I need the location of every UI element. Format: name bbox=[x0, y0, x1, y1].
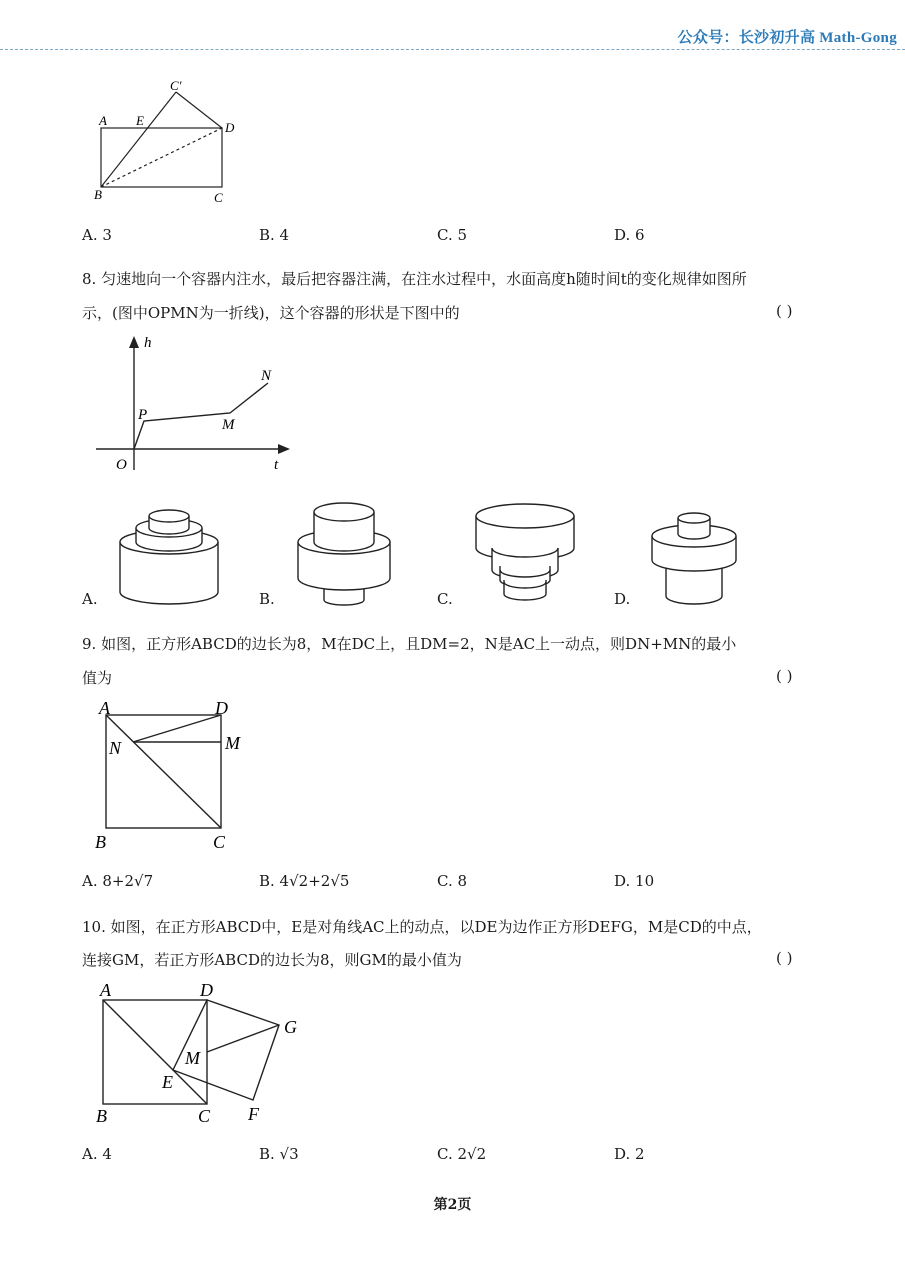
q7-option-b[interactable]: B. 4 bbox=[259, 226, 290, 244]
q9-label-c: C bbox=[213, 832, 226, 852]
q8-container-b bbox=[292, 494, 396, 610]
q9-label-n: N bbox=[109, 738, 122, 758]
q8-label-o: O bbox=[116, 457, 127, 473]
q9-option-d[interactable]: D. 10 bbox=[614, 872, 655, 890]
q8-option-c[interactable]: C. bbox=[437, 590, 453, 608]
q10-label-f: F bbox=[248, 1104, 259, 1124]
q10-text-line2: 连接GM，若正方形ABCD的边长为8，则GM的最小值为 bbox=[82, 951, 462, 969]
q8-label-t: t bbox=[274, 457, 279, 473]
header-divider bbox=[0, 49, 905, 50]
q10-option-b[interactable]: B. √3 bbox=[259, 1145, 299, 1163]
q8-container-d bbox=[648, 506, 740, 610]
q8-text-line1: 8. 匀速地向一个容器内注水，最后把容器注满，在注水过程中，水面高度h随时间t的变化规律如图所 bbox=[82, 270, 747, 288]
q10-option-c[interactable]: C. 2√2 bbox=[437, 1145, 487, 1163]
q8-option-d[interactable]: D. bbox=[614, 590, 631, 608]
q8-graph bbox=[92, 332, 302, 476]
q7-label-a: A bbox=[99, 113, 107, 128]
q7-label-e: E bbox=[136, 113, 144, 128]
q10-line-gm bbox=[207, 1025, 279, 1052]
q10-label-g: G bbox=[284, 1017, 297, 1037]
q8-label-n: N bbox=[261, 368, 272, 384]
q10-label-e: E bbox=[162, 1072, 173, 1092]
q8-label-m: M bbox=[222, 417, 235, 433]
q7-option-c[interactable]: C. 5 bbox=[437, 226, 468, 244]
q10-option-a[interactable]: A. 4 bbox=[82, 1145, 112, 1163]
q9-figure bbox=[90, 694, 250, 854]
q9-line-dn bbox=[133, 715, 221, 742]
q10-label-a: A bbox=[100, 980, 111, 1000]
q9-text-line2: 值为 bbox=[82, 669, 113, 687]
q7-label-c-prime: C′ bbox=[170, 78, 182, 93]
q10-option-d[interactable]: D. 2 bbox=[614, 1145, 645, 1163]
q9-label-m: M bbox=[225, 733, 240, 753]
q10-label-b: B bbox=[96, 1106, 107, 1126]
q7-label-b: B bbox=[94, 187, 102, 202]
q7-line-bc-prime bbox=[101, 92, 176, 187]
page-number: 第2页 bbox=[433, 1197, 472, 1213]
q9-answer-paren: ( ) bbox=[776, 667, 793, 685]
q10-text-line1: 10. 如图，在正方形ABCD中，E是对角线AC上的动点，以DE为边作正方形DEFG，M是CD的中点， bbox=[82, 918, 762, 936]
q7-option-a[interactable]: A. 3 bbox=[82, 226, 112, 244]
q9-option-c[interactable]: C. 8 bbox=[437, 872, 468, 890]
q10-figure bbox=[90, 976, 310, 1130]
q7-dashed-bd bbox=[101, 128, 222, 187]
q10-label-c: C bbox=[198, 1106, 211, 1126]
q9-option-a[interactable]: A. 8+2√7 bbox=[82, 872, 154, 890]
q9-option-b[interactable]: B. 4√2+2√5 bbox=[259, 872, 350, 890]
q8-arrow-t bbox=[278, 444, 290, 454]
q9-label-b: B bbox=[95, 832, 106, 852]
header-title: 公众号：长沙初升高 Math-Gong bbox=[677, 30, 897, 46]
q8-label-h: h bbox=[144, 335, 152, 351]
q8-container-c bbox=[470, 500, 580, 610]
q10-answer-paren: ( ) bbox=[776, 949, 793, 967]
q10-label-d: D bbox=[200, 980, 213, 1000]
q7-label-c: C bbox=[214, 190, 223, 205]
q7-option-d[interactable]: D. 6 bbox=[614, 226, 645, 244]
q8-label-p: P bbox=[138, 407, 148, 423]
q9-label-d: D bbox=[215, 698, 228, 718]
q7-figure bbox=[88, 74, 248, 210]
q9-text-line1: 9. 如图，正方形ABCD的边长为8，M在DC上，且DM=2，N是AC上一动点，则DN+MN的最小 bbox=[82, 635, 737, 653]
q8-option-b[interactable]: B. bbox=[259, 590, 275, 608]
q8-answer-paren: ( ) bbox=[776, 302, 793, 320]
q8-text-line2: 示，(图中OPMN为一折线)，这个容器的形状是下图中的 bbox=[82, 304, 460, 322]
q7-line-c-prime-d bbox=[176, 92, 222, 128]
q8-container-a bbox=[114, 500, 226, 610]
q10-label-m: M bbox=[185, 1048, 200, 1068]
q8-polyline-opmn bbox=[134, 383, 268, 449]
q7-label-d: D bbox=[225, 120, 235, 135]
q8-arrow-h bbox=[129, 336, 139, 348]
q9-label-a: A bbox=[99, 698, 110, 718]
q8-option-a[interactable]: A. bbox=[82, 590, 98, 608]
